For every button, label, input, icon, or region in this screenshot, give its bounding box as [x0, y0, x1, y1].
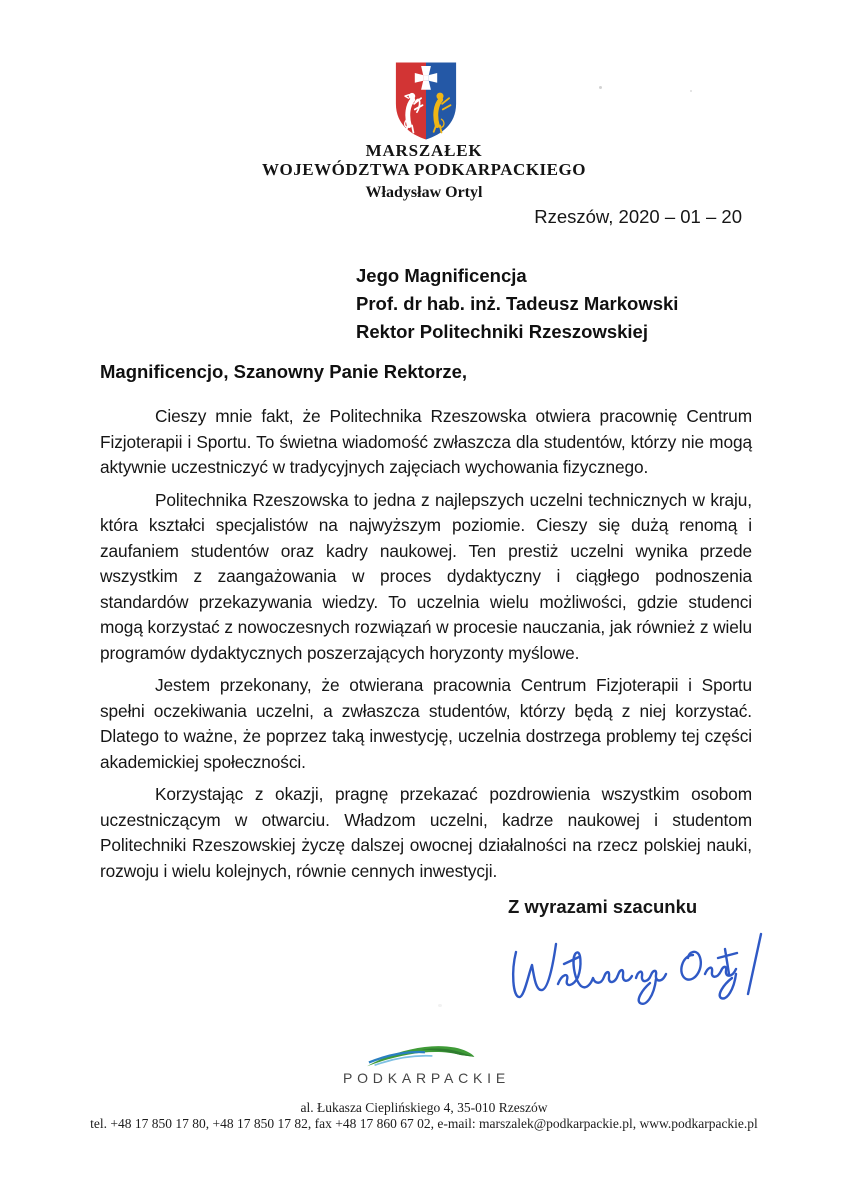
paragraph-4: Korzystając z okazji, pragnę przekazać pozdrowienia wszystkim osobom uczestniczącym w otwarciu. Władzom uczelni, kadrze naukowej i studentom Politechniki Rzeszowskiej życzę dalszej owocnej działalności na rzecz polskiej nauki, rozwoju i wielu kolejnych, równie cennych inwestycji.	[100, 784, 752, 881]
logo-wordmark: PODKARPACKIE	[342, 1070, 511, 1086]
footer-contact-block	[0, 1100, 848, 1132]
addressee-line-3: Rektor Politechniki Rzeszowskiej	[356, 321, 648, 342]
footer-contact-line: tel. +48 17 850 17 80, +48 17 850 17 82, fax +48 17 860 67 02, e-mail: marszalek@podkarpackie.pl, www.podkarpackie.pl	[90, 1116, 758, 1131]
paragraph-3: Jestem przekonany, że otwierana pracownia Centrum Fizjoterapii i Sportu spełni oczekiwania uczelni, a zwłaszcza studentów, którzy będą z niej korzystać. Dlatego to ważne, że poprzez taką inwestycję, uczelnia dostrzega problemy tej części akademickiej społeczności.	[100, 675, 752, 772]
signature-block	[496, 922, 752, 1030]
podkarpackie-coat-of-arms-icon	[391, 57, 461, 145]
office-title-line-1: MARSZAŁEK	[365, 141, 483, 160]
addressee-block	[356, 262, 678, 346]
paragraph-2: Politechnika Rzeszowska to jedna z najlepszych uczelni technicznych w kraju, która kształci specjalistów na najwyższym poziomie. Cieszy się dużą renomą i zaufaniem studentów oraz kadry naukowej. Ten prestiż uczelni wynika przede wszystkim z zaangażowania w proces dydaktyczny i ciągłego podnoszenia standardów przekazywania wiedzy. To uczelnia wielu możliwości, gdzie studenci mogą korzystać z nowoczesnych rozwiązań w procesie nauczania, jak również z wielu programów dydaktycznych poszerzających horyzonty myślowe.	[100, 489, 752, 663]
footer-address-line: al. Łukasza Cieplińskiego 4, 35-010 Rzeszów	[300, 1100, 548, 1115]
dateline: Rzeszów, 2020 – 01 – 20	[534, 206, 742, 227]
handwritten-signature	[496, 922, 764, 1022]
office-title-line-2: WOJEWÓDZTWA PODKARPACKIEGO	[262, 160, 586, 179]
scan-speck	[599, 86, 602, 89]
officeholder-name: Władysław Ortyl	[365, 184, 483, 201]
footer-logo	[0, 1041, 848, 1088]
podkarpackie-logo-icon	[363, 1041, 485, 1069]
letter-body	[100, 404, 752, 1029]
scan-speck	[690, 90, 692, 92]
addressee-line-1: Jego Magnificencja	[356, 265, 527, 286]
scan-speck	[438, 1004, 442, 1007]
closing-phrase: Z wyrazami szacunku	[508, 896, 698, 917]
paragraph-1: Cieszy mnie fakt, że Politechnika Rzeszowska otwiera pracownię Centrum Fizjoterapii i Sportu. To świetna wiadomość zwłaszcza dla studentów, którzy nie mogą aktywnie uczestniczyć w tradycyjnych zajęciach wychowania fizycznego.	[100, 406, 752, 477]
letterhead-office-title	[0, 141, 848, 179]
addressee-line-2: Prof. dr hab. inż. Tadeusz Markowski	[356, 293, 679, 314]
salutation: Magnificencjo, Szanowny Panie Rektorze,	[100, 361, 468, 382]
